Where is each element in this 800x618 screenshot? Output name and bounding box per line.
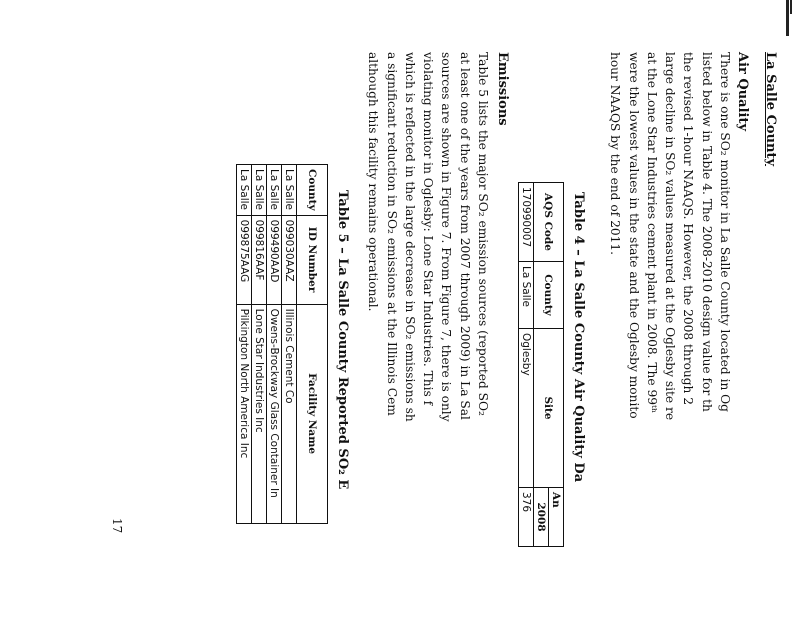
scan-edge-mark <box>786 0 789 36</box>
air-quality-title: Air Quality <box>735 52 750 132</box>
paragraph-line: although this facility remains operational. <box>366 52 381 312</box>
table-header: AQS Code <box>534 183 564 262</box>
table-cell: 170990007 <box>519 183 534 262</box>
paragraph-line: which is reflected in the large decrease in SO₂ emissions sh <box>402 52 417 422</box>
paragraph-line: at least one of the years from 2007 through 2009) in La Sal <box>457 52 472 420</box>
table-header: An <box>549 488 564 547</box>
scan-edge-mark <box>790 0 792 14</box>
table5-caption: Table 5 – La Salle County Reported SO₂ E <box>335 190 350 490</box>
table-header: Site <box>534 329 564 488</box>
emissions-title: Emissions <box>495 52 510 126</box>
table-header: Facility Name <box>297 304 328 523</box>
paragraph-line: listed below in Table 4. The 2008-2010 design value for th <box>699 52 714 412</box>
table-row <box>282 165 297 524</box>
table-header: ID Number <box>297 215 328 304</box>
table-cell: Owens-Brockway Glass Container In <box>267 304 282 523</box>
table-cell: Lone Star Industries Inc <box>252 304 267 523</box>
section-heading: La Salle County <box>763 52 778 167</box>
table-cell: La Salle <box>267 165 282 216</box>
table-cell: 099030AAZ <box>282 215 297 304</box>
paragraph-line: a significant reduction in SO₂ emissions at the Illinois Cem <box>384 52 399 416</box>
table-cell: La Salle <box>237 165 252 216</box>
table5 <box>236 164 328 524</box>
table-cell: Oglesby <box>519 329 534 488</box>
air-quality-paragraph <box>606 52 734 420</box>
table-header: 2008 <box>534 488 549 547</box>
table4-wrapper <box>518 182 564 547</box>
table-row <box>267 165 282 524</box>
table-cell: 376 <box>519 488 534 547</box>
table-cell: La Salle <box>282 165 297 216</box>
table4 <box>518 182 564 547</box>
paragraph-line: the revised 1-hour NAAQS. However, the 2008 through 2 <box>681 52 696 406</box>
table5-wrapper <box>236 164 328 524</box>
table4-caption: Table 4 – La Salle County Air Quality Da <box>571 192 586 483</box>
table-cell: La Salle <box>252 165 267 216</box>
table-cell: 099875AAG <box>237 215 252 304</box>
page-number: 17 <box>110 518 124 534</box>
table-cell: 099816AAF <box>252 215 267 304</box>
table-cell: 099490AAD <box>267 215 282 304</box>
paragraph-line: sources are shown in Figure 7. From Figure 7, there is only <box>439 52 454 422</box>
table-row <box>252 165 267 524</box>
paragraph-line: at the Lone Star Industries cement plant in 2008. The 99ᵗʰ <box>644 52 659 414</box>
table-cell: Illinois Cement Co <box>282 304 297 523</box>
paragraph-line: were the lowest values in the state and the Oglesby monito <box>626 52 641 419</box>
table-cell: La Salle <box>519 262 534 329</box>
table-row <box>519 183 534 547</box>
paragraph-line: violating monitor in Oglesby: Lone Star Industries. This f <box>421 52 436 406</box>
paragraph-line: large decline in SO₂ values measured at the Oglesby site re <box>663 52 678 421</box>
table-row <box>237 165 252 524</box>
emissions-paragraph <box>364 52 492 422</box>
paragraph-line: hour NAAQS by the end of 2011. <box>608 52 623 255</box>
table-header: County <box>534 262 564 329</box>
table-cell: Pilkington North America Inc <box>237 304 252 523</box>
table-header: County <box>297 165 328 216</box>
paragraph-line: There is one SO₂ monitor in La Salle County located in Og <box>718 52 732 412</box>
paragraph-line: Table 5 lists the major SO₂ emission sources (reported SO₂ <box>476 52 490 416</box>
